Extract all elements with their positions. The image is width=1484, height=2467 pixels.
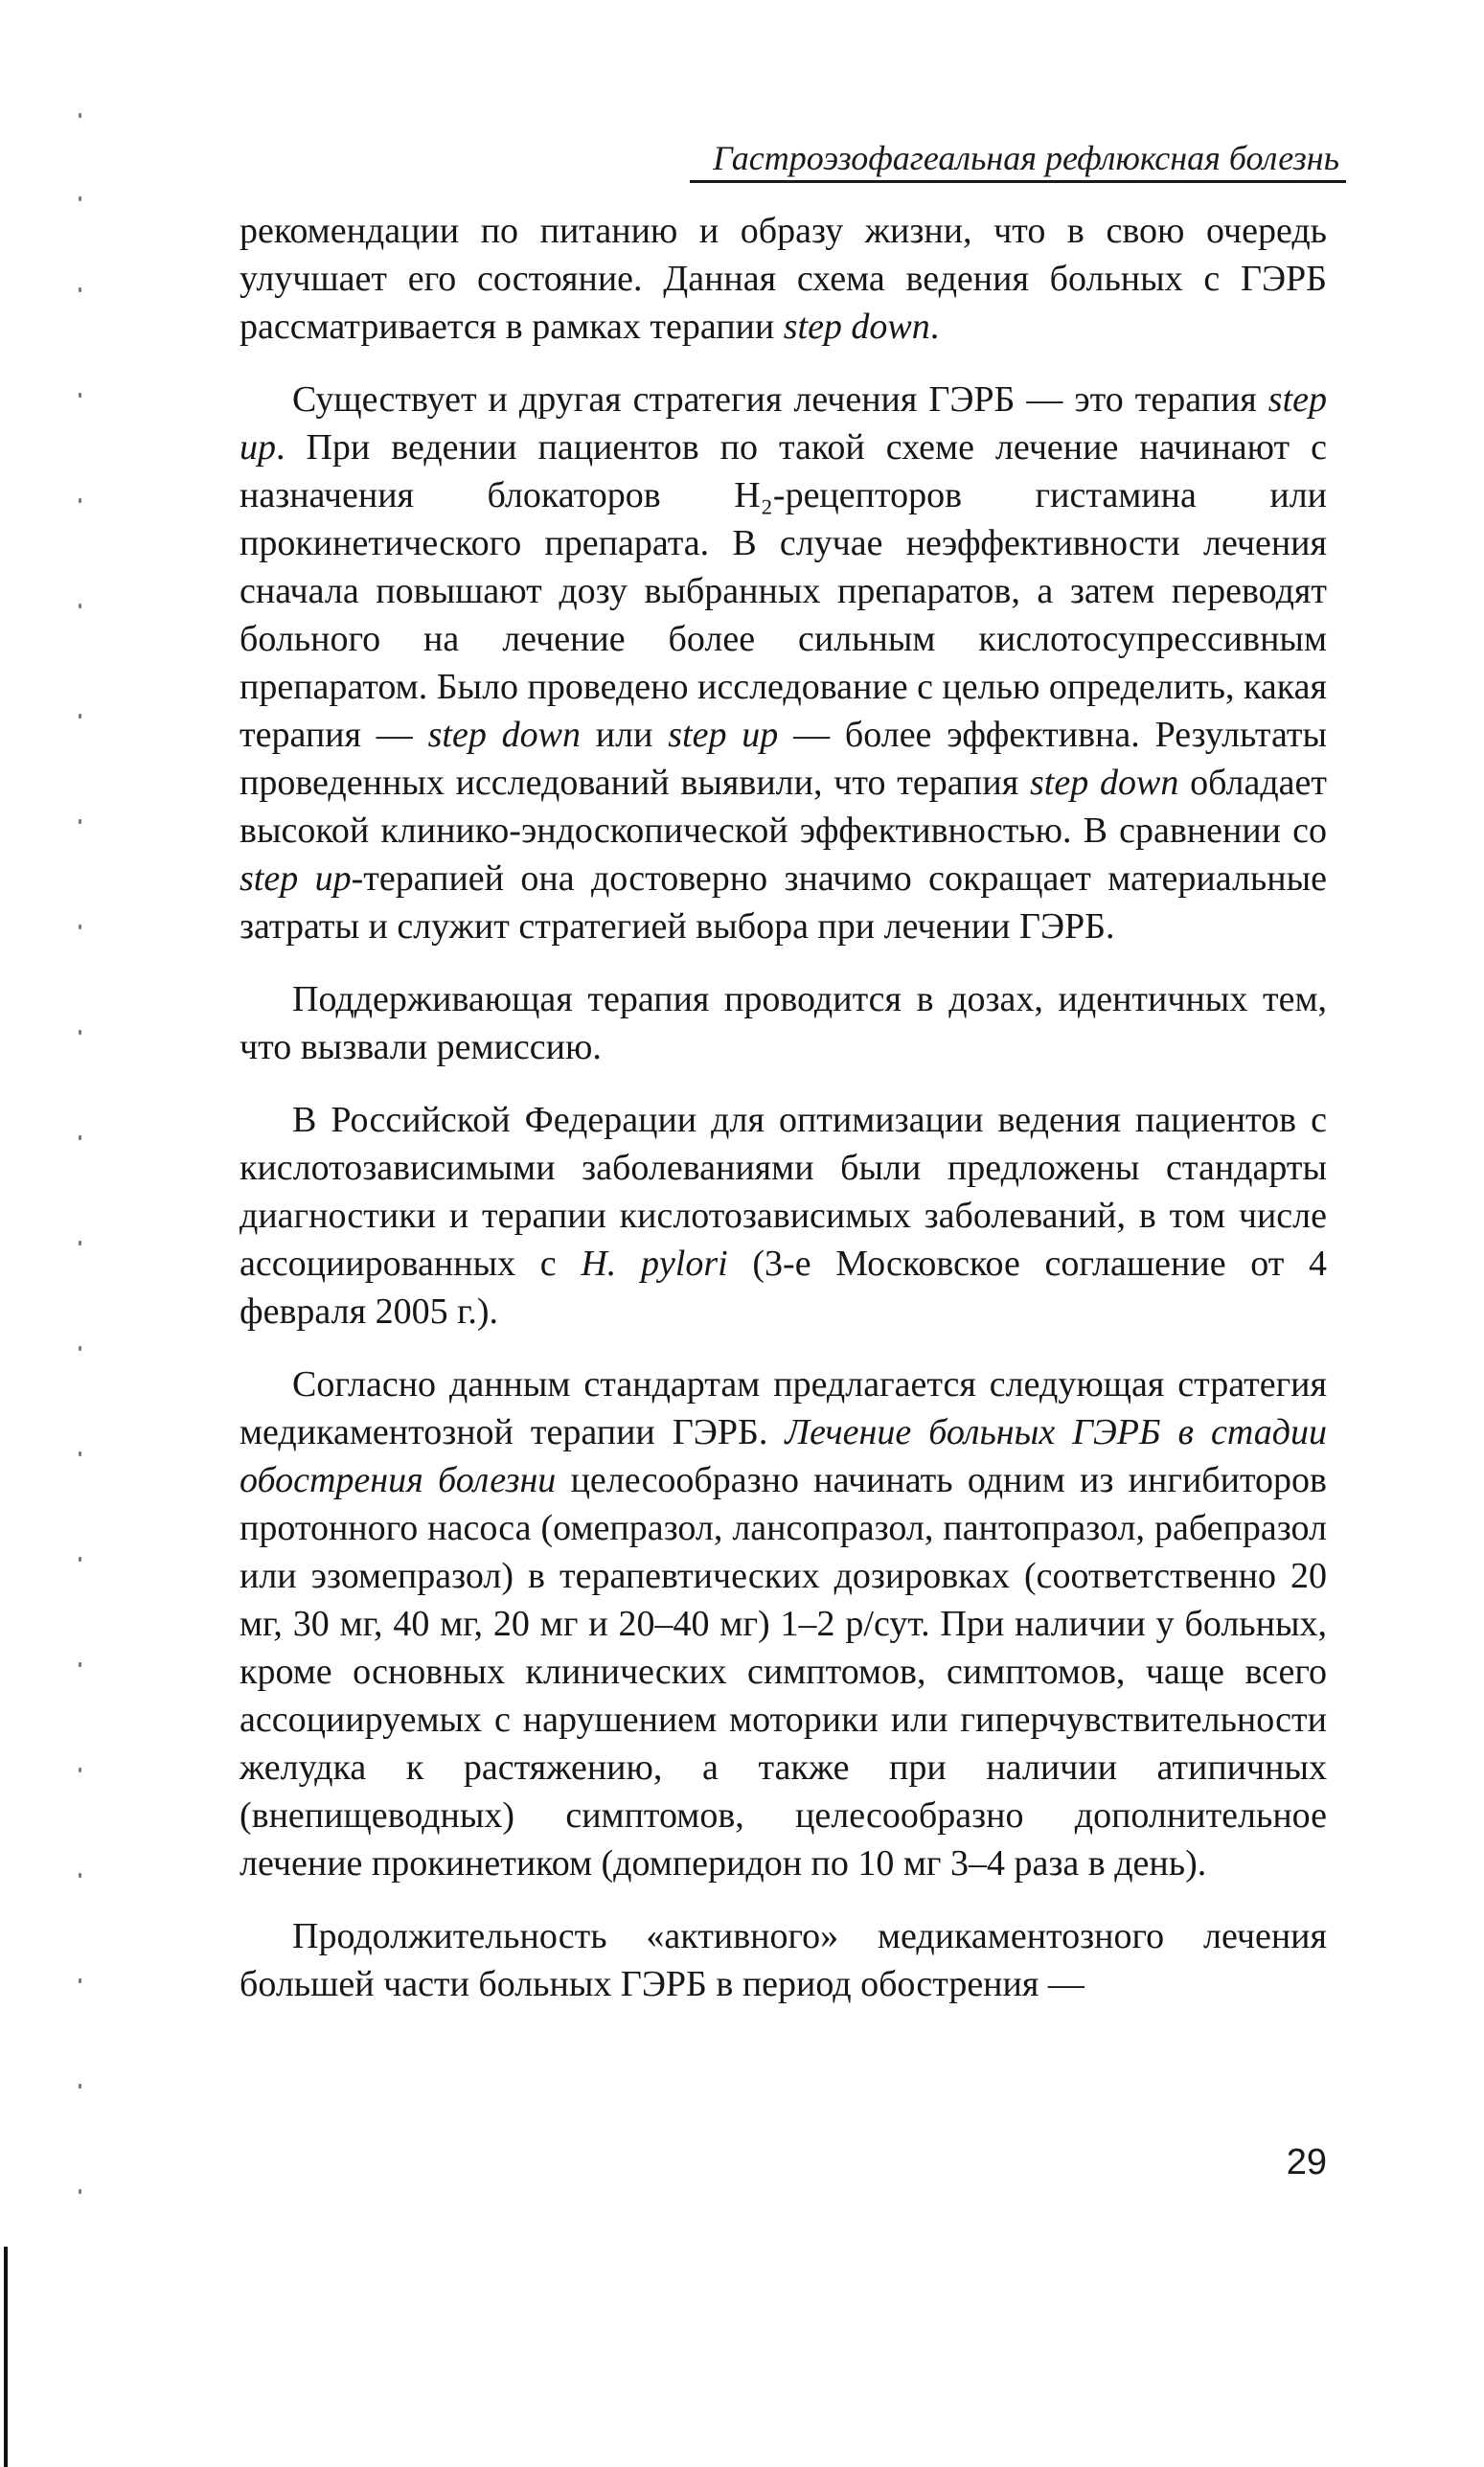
text-run: Существует и другая стратегия лечения ГЭРБ — это терапия: [292, 379, 1268, 420]
scan-artifact: [79, 393, 81, 398]
text-run: .: [929, 307, 940, 347]
italic-term: step up: [240, 379, 1327, 468]
scan-artifact: [79, 2084, 81, 2089]
paragraph-1: [240, 207, 1327, 351]
running-header: Гастроэзофагеальная рефлюксная болезнь: [713, 139, 1339, 177]
italic-term: step down: [1030, 763, 1179, 803]
text-run: обладает высокой клинико-эндоскопической эффективностью. В сравнении со: [240, 763, 1328, 851]
text-run: Поддерживающая терапия проводится в дозах, идентичных тем, что вызвали ремиссию.: [240, 979, 1327, 1067]
text-run: В Российской Федерации для оптимизации ведения пациентов с кислотозависимыми заболеваниями были предложены стандарты диагностики и терапии кислотозависимых заболеваний, в том числе ассоциированных с: [240, 1100, 1327, 1284]
scan-artifact: [79, 604, 81, 608]
scan-artifact: [79, 1451, 81, 1456]
scan-artifact: [79, 1241, 81, 1245]
text-run: . При ведении пациентов по такой схеме лечение начинают с назначения блокаторов Н₂-рецепторов гистамина или прокинетического препарата. В случае неэффективности лечения сначала повышают дозу выбранных препаратов, а затем переводят больного на лечение более сильным кислотосупрессивным препаратом. Было проведено исследование с целью определить, какая терапия —: [240, 427, 1327, 755]
italic-term: step down: [427, 715, 581, 755]
text-run: Согласно данным стандартам предлагается следующая стратегия медикаментозной терапии ГЭРБ.: [240, 1364, 1327, 1452]
scan-artifact: [79, 196, 81, 201]
paragraph-2: [240, 376, 1327, 950]
italic-term: step up: [240, 858, 352, 899]
page-number: 29: [1286, 2142, 1327, 2182]
italic-term: H. pylori: [581, 1244, 728, 1284]
text-run: -терапией она достоверно значимо сокращает материальные затраты и служит стратегией выбора при лечении ГЭРБ.: [240, 858, 1327, 947]
text-run: Продолжительность «активного» медикаментозного лечения большей части больных ГЭРБ в период обострения —: [240, 1916, 1327, 2004]
scan-artifact: [79, 1768, 81, 1772]
scan-artifact: [79, 1030, 81, 1035]
italic-term: step up: [668, 715, 779, 755]
text-run: целесообразно начинать одним из ингибиторов протонного насоса (омепразол, лансопразол, пантопразол, рабепразол или эзомепразол) в терапевтических дозировках (соответственно 20 мг, 30 мг, 40 мг, 20 мг и 20–40 мг) 1–2 р/сут. При наличии у больных, кроме основных клинических симптомов, симптомов, чаще всего ассоциируемых с нарушением моторики или гиперчувствительности желудка к растяжению, а также при наличии атипичных (внепищеводных) симптомов, целесообразно дополнительное лечение прокинетиком (домперидон по 10 мг 3–4 раза в день).: [240, 1460, 1327, 1884]
scan-artifact: [79, 819, 81, 824]
paragraph-6: [240, 1912, 1327, 2008]
scan-artifact: [79, 2189, 81, 2194]
scan-artifact: [79, 1978, 81, 1983]
scan-edge-bar: [4, 2247, 8, 2467]
text-run: или: [580, 715, 669, 755]
scan-artifact: [79, 1662, 81, 1667]
italic-term: Лечение больных ГЭРБ в стадии обострения болезни: [240, 1412, 1328, 1500]
scan-artifact: [79, 714, 81, 719]
scan-artifact: [79, 113, 81, 118]
scan-artifact: [79, 1557, 81, 1562]
scan-artifact: [79, 1873, 81, 1878]
body-text: [240, 207, 1327, 2008]
text-run: рекомендации по питанию и образу жизни, что в свою очередь улучшает его состояние. Данная схема ведения больных с ГЭРБ рассматривается в рамках терапии: [240, 211, 1327, 347]
scan-artifact: [79, 925, 81, 929]
paragraph-3: [240, 975, 1327, 1071]
paragraph-4: [240, 1096, 1327, 1336]
scan-artifact: [79, 1135, 81, 1140]
scan-artifact: [79, 287, 81, 292]
italic-term: step down: [783, 307, 930, 347]
header-underline: [690, 180, 1346, 183]
text-run: (3-е Московское соглашение от 4 февраля 2005 г.).: [240, 1244, 1327, 1332]
scan-artifact: [79, 498, 81, 503]
paragraph-5: [240, 1360, 1327, 1887]
text-run: — более эффективна. Результаты проведенных исследований выявили, что терапия: [240, 715, 1328, 803]
scan-artifact: [79, 1346, 81, 1351]
